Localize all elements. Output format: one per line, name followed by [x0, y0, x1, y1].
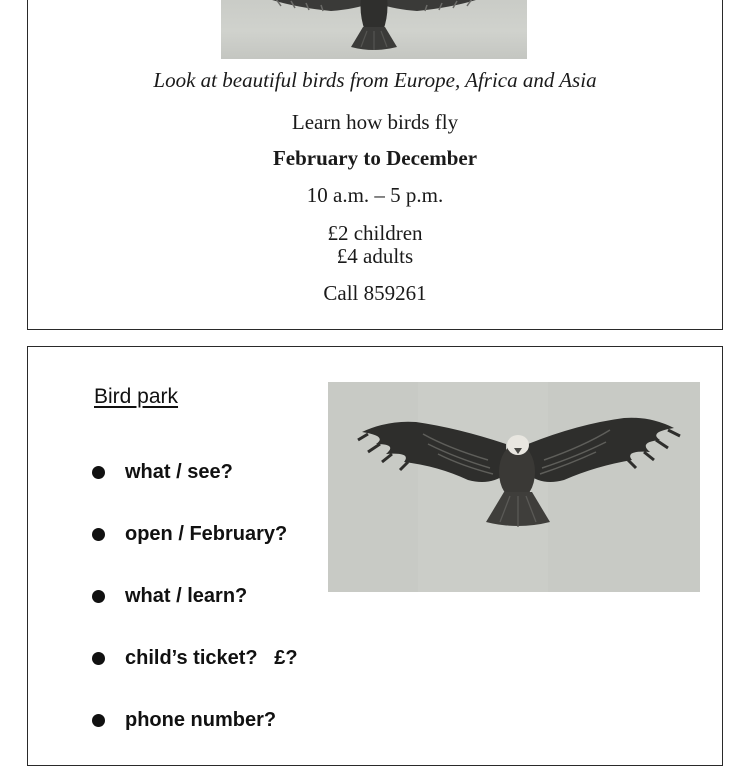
task-prompt-text: open / February?: [125, 523, 288, 545]
advert-opening-hours: 10 a.m. – 5 p.m.: [306, 183, 444, 207]
hawk-photo-top: [221, 0, 527, 59]
advert-price-children: £2 children: [327, 221, 423, 245]
hawk-photo-bottom: [328, 382, 700, 592]
task-title: Bird park: [94, 385, 179, 408]
task-prompt-list: [92, 459, 298, 769]
list-item: [92, 521, 298, 583]
bullet-icon: [92, 466, 105, 479]
advert-phone: Call 859261: [323, 281, 427, 305]
list-item: [92, 707, 298, 769]
advert-opening-months: February to December: [272, 146, 478, 170]
list-item: [92, 583, 298, 645]
task-prompt-text: child’s ticket? £?: [125, 647, 298, 669]
task-prompt-text: what / learn?: [125, 585, 248, 607]
bullet-icon: [92, 590, 105, 603]
advert-learn-line: Learn how birds fly: [291, 110, 459, 134]
hawk-icon: [221, 0, 527, 59]
hawk-icon: [328, 382, 700, 592]
bullet-icon: [92, 714, 105, 727]
list-item: [92, 459, 298, 521]
task-prompt-text: what / see?: [125, 461, 233, 483]
task-card: [27, 346, 723, 766]
bullet-icon: [92, 528, 105, 541]
advert-tagline: Look at beautiful birds from Europe, Africa and Asia: [153, 68, 597, 92]
list-item: [92, 645, 298, 707]
advert-card: [27, 0, 723, 330]
task-prompt-text: phone number?: [125, 709, 277, 731]
bullet-icon: [92, 652, 105, 665]
advert-price-adults: £4 adults: [336, 244, 414, 268]
